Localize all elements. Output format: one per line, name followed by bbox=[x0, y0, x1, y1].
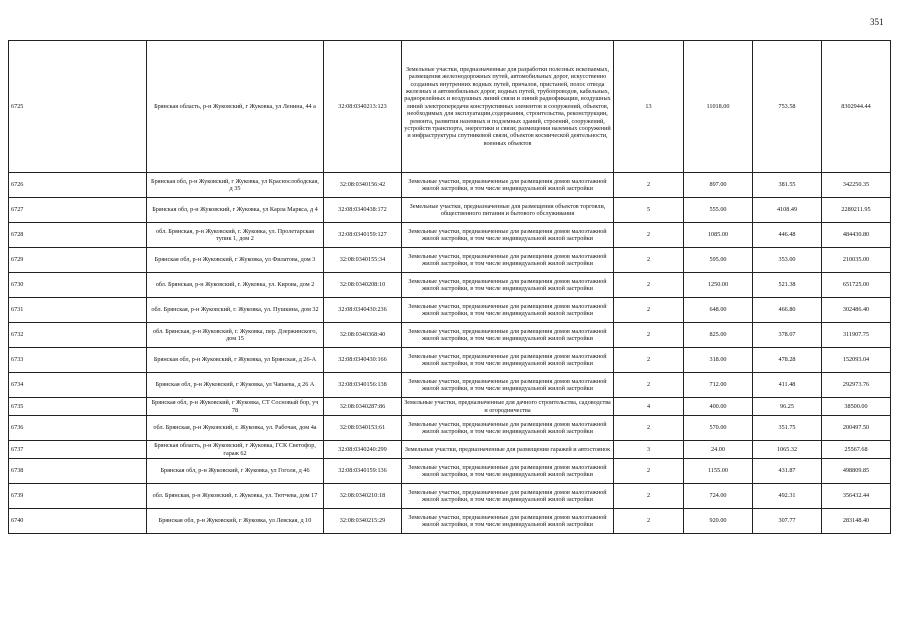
table-row bbox=[9, 323, 891, 348]
use-code-cell: 2 bbox=[614, 248, 684, 273]
land-use-cell: Земельные участки, предназначенные для размещения домов малоэтажной жилой застройки, в том числе индивидуальной жилой застройки bbox=[402, 509, 614, 534]
cadastral-value-cell: 38500.00 bbox=[822, 398, 891, 416]
address-cell: обл. Брянская, р-н Жуковский, г. Жуковка, ул. Пролетарская тупик 1, дом 2 bbox=[147, 223, 324, 248]
area-cell: 24.00 bbox=[684, 441, 753, 459]
land-use-cell: Земельные участки, предназначенные для размещения домов малоэтажной жилой застройки, в том числе индивидуальной жилой застройки bbox=[402, 416, 614, 441]
row-number: 6728 bbox=[9, 223, 147, 248]
unit-value-cell: 521.38 bbox=[753, 273, 822, 298]
unit-value-cell: 381.55 bbox=[753, 173, 822, 198]
use-code-cell: 2 bbox=[614, 223, 684, 248]
cadastral-value-cell: 200497.50 bbox=[822, 416, 891, 441]
cadastral-number-cell: 32:08:0340159:136 bbox=[324, 459, 402, 484]
use-code-cell: 13 bbox=[614, 41, 684, 173]
address-cell: Брянская обл, р-н Жуковский, г Жуковка, ул Левская, д 10 bbox=[147, 509, 324, 534]
row-number: 6738 bbox=[9, 459, 147, 484]
unit-value-cell: 353.00 bbox=[753, 248, 822, 273]
area-cell: 1155.00 bbox=[684, 459, 753, 484]
land-use-cell: Земельные участки, предназначенные для размещения объектов торговли, общественного питания и бытового обслуживания bbox=[402, 198, 614, 223]
cadastral-value-cell: 210035.00 bbox=[822, 248, 891, 273]
table-row bbox=[9, 273, 891, 298]
row-number: 6732 bbox=[9, 323, 147, 348]
cadastral-number-cell: 32:08:0340210:18 bbox=[324, 484, 402, 509]
land-use-cell: Земельные участки, предназначенные для размещения домов малоэтажной жилой застройки, в том числе индивидуальной жилой застройки bbox=[402, 248, 614, 273]
row-number: 6739 bbox=[9, 484, 147, 509]
row-number: 6735 bbox=[9, 398, 147, 416]
cadastral-number-cell: 32:08:0340155:34 bbox=[324, 248, 402, 273]
row-number: 6734 bbox=[9, 373, 147, 398]
land-use-cell: Земельные участки, предназначенные для размещения домов малоэтажной жилой застройки, в том числе индивидуальной жилой застройки bbox=[402, 323, 614, 348]
row-number: 6731 bbox=[9, 298, 147, 323]
unit-value-cell: 351.75 bbox=[753, 416, 822, 441]
row-number: 6726 bbox=[9, 173, 147, 198]
unit-value-cell: 431.87 bbox=[753, 459, 822, 484]
use-code-cell: 2 bbox=[614, 273, 684, 298]
unit-value-cell: 478.28 bbox=[753, 348, 822, 373]
use-code-cell: 2 bbox=[614, 298, 684, 323]
use-code-cell: 2 bbox=[614, 459, 684, 484]
unit-value-cell: 4108.49 bbox=[753, 198, 822, 223]
land-use-cell: Земельные участки, предназначенные для размещения домов малоэтажной жилой застройки, в том числе индивидуальной жилой застройки bbox=[402, 348, 614, 373]
unit-value-cell: 753.58 bbox=[753, 41, 822, 173]
cadastral-value-cell: 356432.44 bbox=[822, 484, 891, 509]
cadastral-value-cell: 651725.00 bbox=[822, 273, 891, 298]
unit-value-cell: 446.48 bbox=[753, 223, 822, 248]
address-cell: обл. Брянская, р-н Жуковский, г. Жуковка, ул. Пушкина, дом 32 bbox=[147, 298, 324, 323]
use-code-cell: 3 bbox=[614, 441, 684, 459]
unit-value-cell: 466.80 bbox=[753, 298, 822, 323]
row-number: 6733 bbox=[9, 348, 147, 373]
address-cell: Брянская обл, р-н Жуковский, г Жуковка, ул Брянская, д 26-А bbox=[147, 348, 324, 373]
page-number: 351 bbox=[870, 17, 884, 27]
land-use-cell: Земельные участки, предназначенные для размещения домов малоэтажной жилой застройки, в том числе индивидуальной жилой застройки bbox=[402, 298, 614, 323]
cadastral-number-cell: 32:08:0340430:236 bbox=[324, 298, 402, 323]
cadastral-number-cell: 32:08:0340215:29 bbox=[324, 509, 402, 534]
table-row bbox=[9, 173, 891, 198]
cadastral-value-cell: 484430.80 bbox=[822, 223, 891, 248]
address-cell: обл. Брянская, р-н Жуковский, г. Жуковка, ул. Тютчева, дом 17 bbox=[147, 484, 324, 509]
table-row bbox=[9, 41, 891, 173]
area-cell: 555.00 bbox=[684, 198, 753, 223]
area-cell: 570.00 bbox=[684, 416, 753, 441]
cadastral-value-cell: 342250.35 bbox=[822, 173, 891, 198]
address-cell: Брянская обл, р-н Жуковский, г Жуковка, ул Чапаева, д 26 А bbox=[147, 373, 324, 398]
table-row bbox=[9, 509, 891, 534]
row-number: 6729 bbox=[9, 248, 147, 273]
row-number: 6740 bbox=[9, 509, 147, 534]
cadastral-value-cell: 302486.40 bbox=[822, 298, 891, 323]
cadastral-number-cell: 32:08:0340208:10 bbox=[324, 273, 402, 298]
row-number: 6730 bbox=[9, 273, 147, 298]
land-use-cell: Земельные участки, предназначенные для размещения домов малоэтажной жилой застройки, в том числе индивидуальной жилой застройки bbox=[402, 223, 614, 248]
cadastral-value-cell: 25567.68 bbox=[822, 441, 891, 459]
cadastral-number-cell: 32:08:0340287:86 bbox=[324, 398, 402, 416]
address-cell: обл. Брянская, р-н Жуковский, г. Жуковка, ул. Рабочая, дом 4а bbox=[147, 416, 324, 441]
table-row bbox=[9, 398, 891, 416]
address-cell: обл. Брянская, р-н Жуковский, г. Жуковка, пер. Дзержинского, дом 15 bbox=[147, 323, 324, 348]
table-row bbox=[9, 484, 891, 509]
land-use-cell: Земельные участки, предназначенные для размещения домов малоэтажной жилой застройки, в том числе индивидуальной жилой застройки bbox=[402, 484, 614, 509]
land-use-cell: Земельные участки, предназначенные для разработки полезных ископаемых, размещения железнодорожных путей, автомобильных дорог, искусственно созданных внутренних водных путей, причалов, пристаней, полос отвода железных и автомобильных дорог, водных путей, трубопроводов, кабельных, радиорелейных и воздушных линий связи и линий радиофикации, воздушных линий электропередачи конструктивных элементов и сооружений, объектов, необходимых для эксплуатации,содержания, строительства, реконструкции, ремонта, развития наземных и подземных зданий, строений, сооружений, устройств транспорта, энергетики и связи; размещения наземных сооружений и инфраструктуры спутниковой связи, объектов космической деятельности, военных объектов bbox=[402, 41, 614, 173]
address-cell: Брянская обл, р-н Жуковский, г Жуковка, СТ Сосновый бор, уч 78 bbox=[147, 398, 324, 416]
use-code-cell: 2 bbox=[614, 348, 684, 373]
unit-value-cell: 378.07 bbox=[753, 323, 822, 348]
cadastral-number-cell: 32:08:0340240:299 bbox=[324, 441, 402, 459]
use-code-cell: 2 bbox=[614, 373, 684, 398]
address-cell: Брянская область, р-н Жуковский, г Жуковка, ул Ленина, 44 а bbox=[147, 41, 324, 173]
address-cell: Брянская обл, р-н Жуковский, г Жуковка, ул Филатова, дом 3 bbox=[147, 248, 324, 273]
cadastral-value-cell: 498809.85 bbox=[822, 459, 891, 484]
land-use-cell: Земельные участки, предназначенные для размещения домов малоэтажной жилой застройки, в том числе индивидуальной жилой застройки bbox=[402, 373, 614, 398]
use-code-cell: 2 bbox=[614, 509, 684, 534]
address-cell: обл. Брянская, р-н Жуковский, г. Жуковка, ул. Кирова, дом 2 bbox=[147, 273, 324, 298]
use-code-cell: 2 bbox=[614, 416, 684, 441]
cadastral-value-cell: 152093.04 bbox=[822, 348, 891, 373]
table-row bbox=[9, 459, 891, 484]
row-number: 6736 bbox=[9, 416, 147, 441]
land-use-cell: Земельные участки, предназначенные для размещения гаражей и автостоянок bbox=[402, 441, 614, 459]
area-cell: 724.00 bbox=[684, 484, 753, 509]
address-cell: Брянская область, р-н Жуковский, г Жуковка, ГСК Светофор, гараж 62 bbox=[147, 441, 324, 459]
unit-value-cell: 96.25 bbox=[753, 398, 822, 416]
cadastral-value-cell: 2280211.95 bbox=[822, 198, 891, 223]
use-code-cell: 2 bbox=[614, 484, 684, 509]
cadastral-number-cell: 32:08:0340430:166 bbox=[324, 348, 402, 373]
area-cell: 1250.00 bbox=[684, 273, 753, 298]
cadastral-number-cell: 32:08:0340213:123 bbox=[324, 41, 402, 173]
area-cell: 1085.00 bbox=[684, 223, 753, 248]
cadastral-number-cell: 32:08:0340153:61 bbox=[324, 416, 402, 441]
area-cell: 648.00 bbox=[684, 298, 753, 323]
cadastral-value-cell: 311907.75 bbox=[822, 323, 891, 348]
use-code-cell: 5 bbox=[614, 198, 684, 223]
cadastral-number-cell: 32:08:0340368:40 bbox=[324, 323, 402, 348]
registry-body bbox=[9, 41, 891, 534]
unit-value-cell: 307.77 bbox=[753, 509, 822, 534]
cadastral-number-cell: 32:08:0340438:172 bbox=[324, 198, 402, 223]
cadastral-value-cell: 8302944.44 bbox=[822, 41, 891, 173]
area-cell: 595.00 bbox=[684, 248, 753, 273]
area-cell: 318.00 bbox=[684, 348, 753, 373]
registry-table bbox=[8, 40, 891, 534]
table-row bbox=[9, 373, 891, 398]
area-cell: 712.00 bbox=[684, 373, 753, 398]
table-row bbox=[9, 416, 891, 441]
cadastral-number-cell: 32:08:0340156:42 bbox=[324, 173, 402, 198]
cadastral-number-cell: 32:08:0340159:127 bbox=[324, 223, 402, 248]
address-cell: Брянская обл, р-н Жуковский, г Жуковка, ул Гоголя, д 46 bbox=[147, 459, 324, 484]
unit-value-cell: 1065.32 bbox=[753, 441, 822, 459]
unit-value-cell: 411.48 bbox=[753, 373, 822, 398]
area-cell: 825.00 bbox=[684, 323, 753, 348]
row-number: 6725 bbox=[9, 41, 147, 173]
cadastral-number-cell: 32:08:0340156:138 bbox=[324, 373, 402, 398]
unit-value-cell: 492.31 bbox=[753, 484, 822, 509]
land-use-cell: Земельные участки, предназначенные для дачного строительства, садоводства и огородничества bbox=[402, 398, 614, 416]
land-use-cell: Земельные участки, предназначенные для размещения домов малоэтажной жилой застройки, в том числе индивидуальной жилой застройки bbox=[402, 273, 614, 298]
use-code-cell: 2 bbox=[614, 173, 684, 198]
area-cell: 897.00 bbox=[684, 173, 753, 198]
area-cell: 920.00 bbox=[684, 509, 753, 534]
table-row bbox=[9, 223, 891, 248]
table-row bbox=[9, 298, 891, 323]
address-cell: Брянская обл, р-н Жуковский, г Жуковка, ул Краснослободская, д 35 bbox=[147, 173, 324, 198]
land-use-cell: Земельные участки, предназначенные для размещения домов малоэтажной жилой застройки, в том числе индивидуальной жилой застройки bbox=[402, 459, 614, 484]
table-row bbox=[9, 198, 891, 223]
land-use-cell: Земельные участки, предназначенные для размещения домов малоэтажной жилой застройки, в том числе индивидуальной жилой застройки bbox=[402, 173, 614, 198]
cadastral-value-cell: 283148.40 bbox=[822, 509, 891, 534]
row-number: 6727 bbox=[9, 198, 147, 223]
area-cell: 400.00 bbox=[684, 398, 753, 416]
area-cell: 11018.00 bbox=[684, 41, 753, 173]
row-number: 6737 bbox=[9, 441, 147, 459]
address-cell: Брянская обл, р-н Жуковский, г Жуковка, ул Карла Маркса, д 4 bbox=[147, 198, 324, 223]
use-code-cell: 4 bbox=[614, 398, 684, 416]
table-row bbox=[9, 348, 891, 373]
table-row bbox=[9, 441, 891, 459]
use-code-cell: 2 bbox=[614, 323, 684, 348]
table-row bbox=[9, 248, 891, 273]
cadastral-value-cell: 292973.76 bbox=[822, 373, 891, 398]
